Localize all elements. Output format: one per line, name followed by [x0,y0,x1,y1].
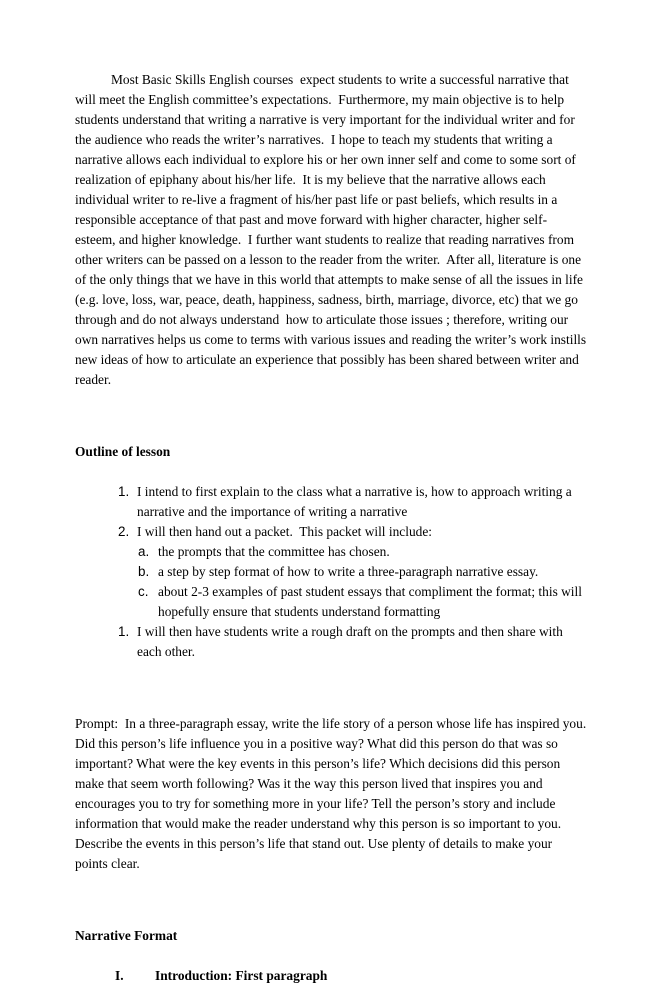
list-item [75,522,587,542]
list-item-text: the prompts that the committee has chosen. [158,544,390,559]
roman-entry-text: Introduction: First paragraph [155,968,328,983]
outline-sublist [75,542,587,622]
list-marker: 1. [118,484,130,499]
prompt-paragraph: Prompt: In a three-paragraph essay, write the life story of a person whose life has inspired you. Did this person’s life influence you in a positive way? What did this person do that was so important? What were the key events in this person’s life? Which decisions did this person make that seem worth following? Was it the way this person lived that inspires you and encourages you to try for something more in your life? Tell the person’s story and include information that would make the reader understand why this person is so important to you. Describe the events in this person’s life that stand out. Use plenty of details to make your points clear. [75,716,590,871]
list-item-text: I will then have students write a rough draft on the prompts and then share with each other. [137,624,567,659]
outline-list-continued [75,622,587,662]
spacer-after-outline-heading [75,462,587,482]
document-content [75,70,590,986]
spacer-after-narrative-format-heading [75,946,587,966]
list-item [75,482,587,522]
list-item-text: a step by step format of how to write a three-paragraph narrative essay. [158,564,539,579]
list-marker: 1. [118,624,130,639]
roman-marker: I. [115,968,124,983]
outline-list [75,482,587,542]
outline-of-lesson-heading: Outline of lesson [75,444,171,459]
spacer-before-narrative-format [75,874,587,926]
list-marker: c. [138,584,149,599]
list-marker: b. [138,564,150,579]
list-marker: 2. [118,524,130,539]
list-marker: a. [138,544,150,559]
spacer-before-outline-heading [75,390,587,442]
spacer-before-prompt [75,662,587,714]
list-item-text: I intend to first explain to the class what a narrative is, how to approach writing a narrative and the importance of writing a narrative [137,484,576,519]
list-item [75,582,587,622]
narrative-format-heading: Narrative Format [75,928,178,943]
opening-paragraph: Most Basic Skills English courses expect students to write a successful narrative that will meet the English committee’s expectations. Furthermore, my main objective is to help students understand that writing a narrative is very important for the individual writer and for the audience who reads the writer’s narratives. I hope to teach my students that writing a narrative allows each individual to explore his or her own inner self and come to some sort of realization of epiphany about his/her life. It is my believe that the narrative allows each individual writer to re-live a fragment of his/her past life or past beliefs, which results in a responsible acceptance of that past and move forward with higher character, higher self-esteem, and higher knowledge. I further want students to realize that reading narratives from other writers can be passed on a lesson to the reader from the writer. After all, literature is one of the only things that we have in this world that attempts to make sense of all the issues in life (e.g. love, loss, war, peace, death, happiness, sadness, birth, marriage, divorce, etc) that we go through and do not always understand how to articulate those issues ; therefore, writing our own narratives helps us come to terms with various issues and reading the writer’s work instills new ideas of how to articulate an experience that possibly has been shared between writer and reader. [75,72,590,387]
list-item-text: about 2-3 examples of past student essays that compliment the format; this will hopefully ensure that students understand formatting [158,584,586,619]
format-entry-introduction [75,966,587,986]
list-item [75,622,587,662]
list-item [75,542,587,562]
list-item-text: I will then hand out a packet. This packet will include: [137,524,433,539]
list-item [75,562,587,582]
